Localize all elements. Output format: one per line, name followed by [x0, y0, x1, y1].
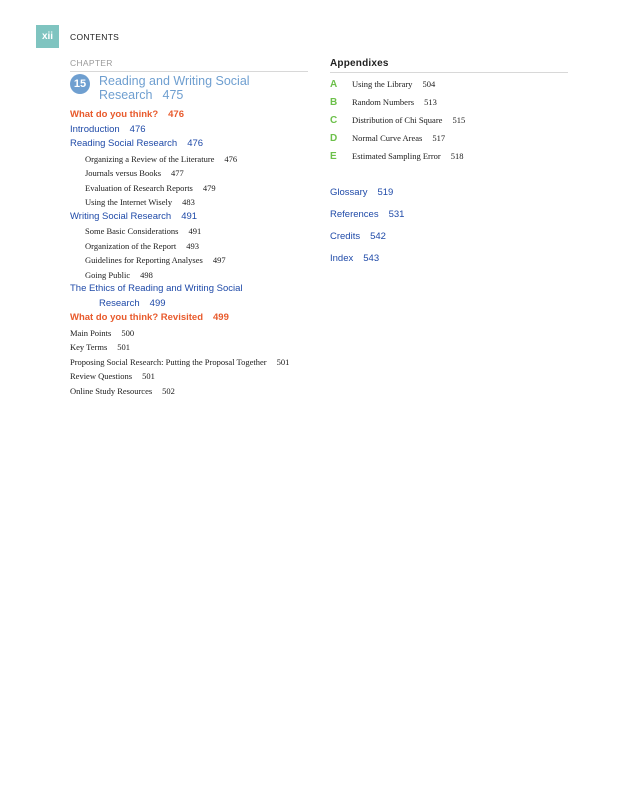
toc-entry-title: Some Basic Considerations	[85, 226, 179, 236]
backmatter-entry[interactable]	[330, 187, 568, 209]
toc-entry-page: 499	[213, 312, 229, 323]
running-head: CONTENTS	[70, 32, 120, 42]
backmatter-page: 531	[388, 209, 405, 220]
toc-entry-page: 491	[188, 226, 202, 236]
toc-entry-page: 501	[142, 371, 155, 381]
toc-entry[interactable]	[70, 210, 308, 225]
toc-entry-page: 501	[117, 342, 131, 352]
appendix-title: Random Numbers	[352, 97, 415, 107]
appendix-letter: A	[330, 79, 338, 90]
appendix-text	[352, 79, 435, 89]
appendix-title: Using the Library	[352, 79, 413, 89]
toc-entry[interactable]	[70, 166, 308, 181]
appendix-page: 517	[432, 133, 446, 143]
toc-entry-page: 493	[186, 240, 199, 251]
toc-entry-title: Organization of the Report	[85, 240, 177, 251]
chapter-toc-list	[70, 108, 308, 398]
toc-entry[interactable]	[70, 239, 308, 254]
toc-entry-title: Using the Internet Wisely	[85, 197, 173, 207]
toc-entry[interactable]	[70, 152, 308, 167]
appendix-page: 513	[424, 97, 437, 107]
appendixes-title: Appendixes	[330, 58, 568, 73]
chapter-title[interactable]	[99, 74, 308, 102]
toc-entry-title: Introduction	[70, 123, 120, 135]
toc-entry-title: The Ethics of Reading and Writing Social Research	[70, 283, 243, 309]
backmatter-title: References	[330, 209, 379, 220]
backmatter-title: Glossary	[330, 187, 368, 198]
appendix-page: 518	[450, 151, 464, 161]
appendix-page: 515	[452, 115, 466, 125]
appendix-entry[interactable]	[330, 79, 568, 97]
toc-entry[interactable]	[70, 195, 308, 210]
chapter-title-text: Reading and Writing Social Research	[99, 74, 250, 102]
toc-entry-title: What do you think? Revisited	[70, 312, 204, 323]
toc-entry[interactable]	[70, 137, 308, 152]
toc-entry-title: Organizing a Review of the Literature	[85, 153, 215, 164]
appendix-entry[interactable]	[330, 115, 568, 133]
toc-entry-title: Key Terms	[70, 342, 108, 352]
toc-entry-title: Writing Social Research	[70, 210, 172, 222]
backmatter-entry[interactable]	[330, 253, 568, 275]
toc-entry-page: 476	[168, 109, 184, 120]
appendix-entry[interactable]	[330, 151, 568, 169]
toc-entry-page: 498	[140, 269, 153, 280]
backmatter-title: Index	[330, 253, 354, 264]
toc-entry-page: 502	[162, 385, 175, 396]
appendix-letter: D	[330, 133, 338, 144]
appendix-entry[interactable]	[330, 97, 568, 115]
toc-entry[interactable]	[70, 108, 308, 123]
toc-entry[interactable]	[70, 268, 308, 283]
appendix-title: Normal Curve Areas	[352, 133, 423, 143]
backmatter-page: 519	[377, 187, 394, 198]
appendix-text	[352, 97, 437, 107]
chapter-heading	[70, 74, 308, 102]
toc-entry[interactable]	[70, 311, 308, 326]
toc-entry[interactable]	[70, 181, 308, 196]
chapter-label: CHAPTER	[70, 58, 308, 72]
toc-entry-title: Reading Social Research	[70, 138, 178, 149]
backmatter-entry[interactable]	[330, 209, 568, 231]
backmatter-list	[330, 187, 568, 275]
toc-entry-page: 476	[129, 123, 146, 135]
toc-entry[interactable]	[70, 224, 308, 239]
toc-entry-page: 500	[121, 327, 135, 338]
toc-entry-page: 479	[202, 182, 216, 193]
appendix-letter: B	[330, 97, 338, 108]
toc-entry[interactable]	[70, 253, 308, 268]
toc-entry-title: Proposing Social Research: Putting the Proposal Together	[70, 356, 267, 367]
toc-entry[interactable]	[70, 326, 308, 341]
toc-entry[interactable]	[70, 340, 308, 355]
toc-entry-page: 483	[182, 197, 195, 207]
toc-entry-title: Journals versus Books	[85, 168, 162, 178]
toc-entry-page: 497	[212, 255, 226, 265]
toc-entry-title: What do you think?	[70, 109, 159, 120]
appendix-text	[352, 133, 445, 143]
backmatter-title: Credits	[330, 231, 361, 242]
appendix-letter: C	[330, 115, 338, 126]
toc-entry-title: Online Study Resources	[70, 385, 153, 396]
toc-entry-title: Guidelines for Reporting Analyses	[85, 255, 203, 265]
appendix-list	[330, 79, 568, 169]
appendix-letter: E	[330, 151, 337, 162]
backmatter-entry[interactable]	[330, 231, 568, 253]
appendix-title: Distribution of Chi Square	[352, 115, 443, 125]
toc-entry-page: 501	[276, 356, 290, 367]
toc-entry-title: Review Questions	[70, 371, 133, 381]
chapter-page: 475	[162, 88, 184, 102]
page-number-badge: xii	[36, 25, 59, 48]
toc-entry-page: 476	[224, 153, 238, 164]
appendix-text	[352, 151, 464, 161]
toc-entry-title: Going Public	[85, 269, 131, 280]
toc-entry[interactable]	[70, 123, 308, 138]
backmatter-page: 543	[363, 253, 380, 264]
appendix-title: Estimated Sampling Error	[352, 151, 441, 161]
backmatter-page: 542	[370, 231, 386, 242]
toc-entry-page: 499	[149, 297, 166, 309]
toc-entry[interactable]	[70, 369, 308, 384]
toc-entry-page: 491	[181, 210, 198, 222]
toc-entry-title: Evaluation of Research Reports	[85, 182, 193, 193]
appendix-column	[330, 58, 568, 275]
appendix-entry[interactable]	[330, 133, 568, 151]
toc-entry[interactable]	[70, 384, 308, 399]
appendix-text	[352, 115, 465, 125]
chapter-column	[70, 58, 308, 398]
toc-entry[interactable]	[70, 282, 308, 311]
appendix-page: 504	[422, 79, 436, 89]
toc-entry[interactable]	[70, 355, 308, 370]
chapter-number-circle: 15	[70, 74, 90, 94]
toc-entry-page: 476	[187, 138, 204, 149]
toc-entry-page: 477	[171, 168, 184, 178]
toc-entry-title: Main Points	[70, 327, 112, 338]
